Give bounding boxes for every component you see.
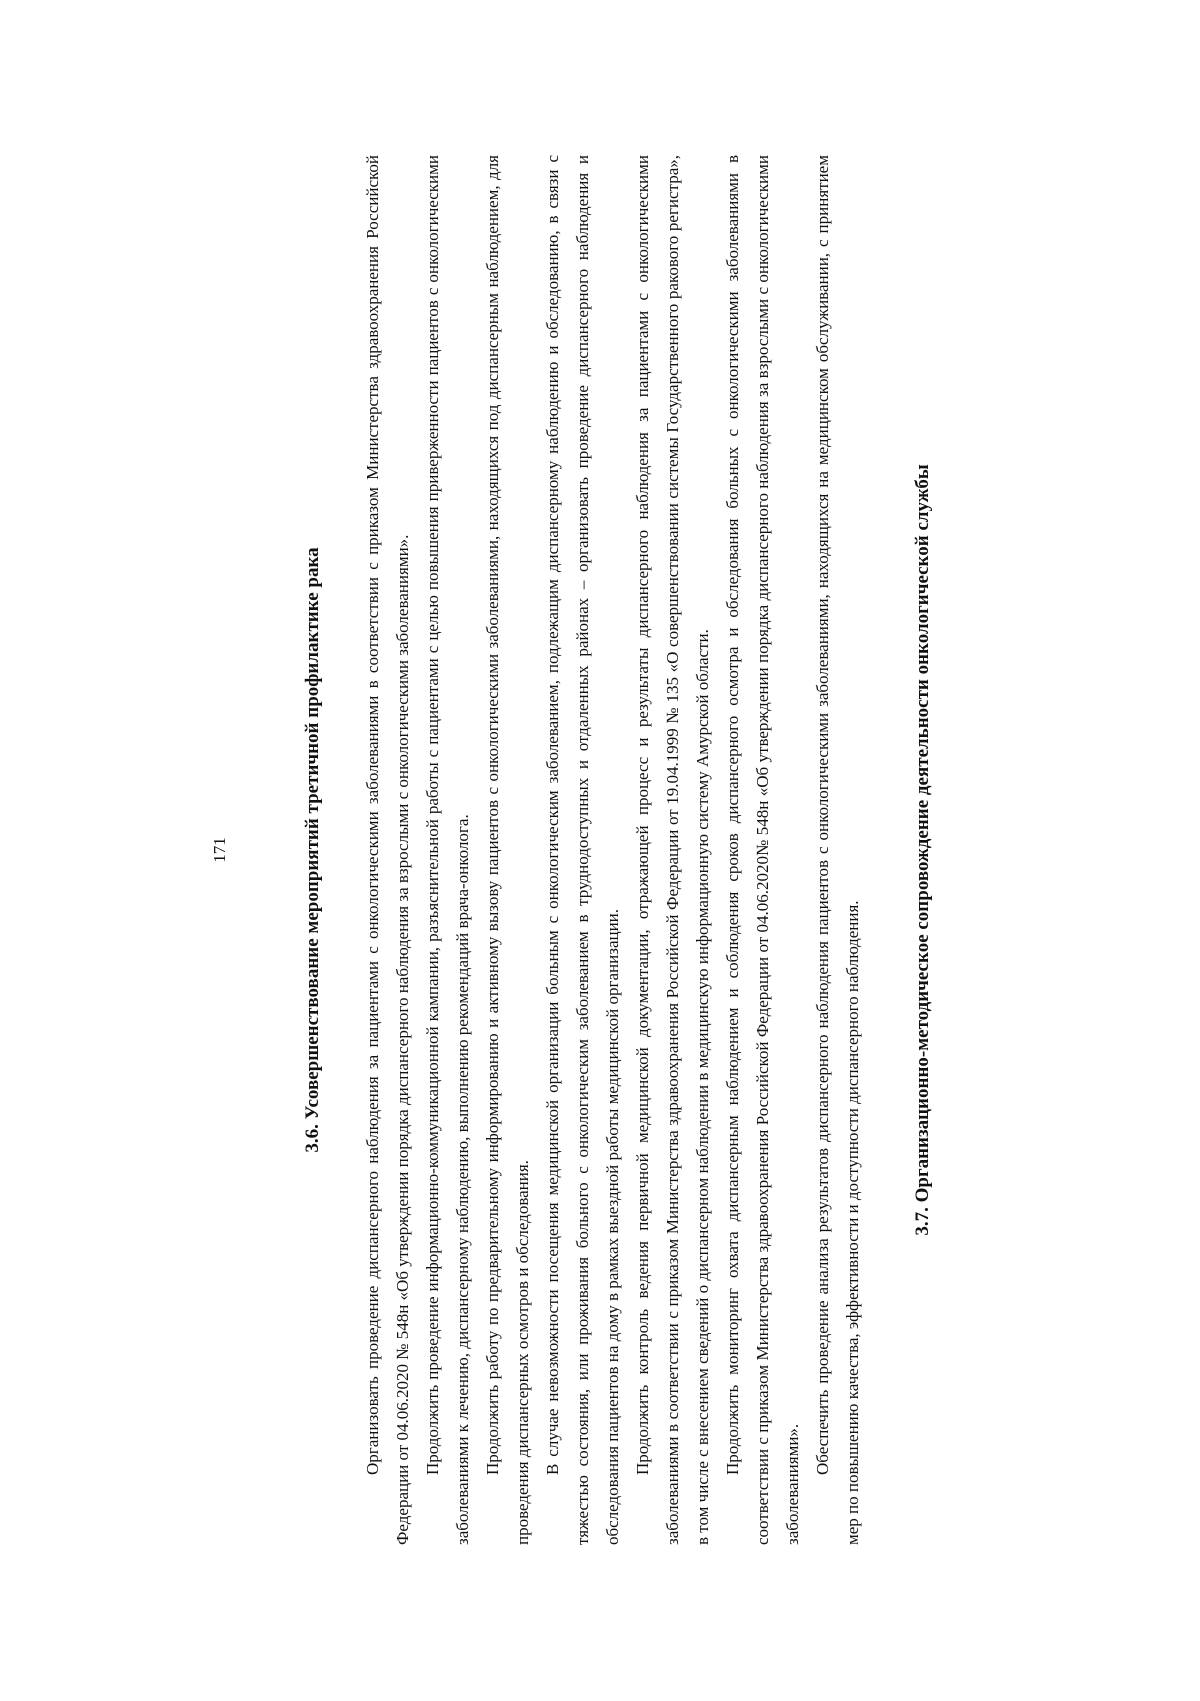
- section-3-6-title: 3.6. Усовершенствование мероприятий третичной профилактике рака: [302, 547, 323, 1153]
- section-3-7-title: 3.7. Организационно-методическое сопровождение деятельности онкологической службы: [912, 464, 933, 1236]
- rotated-document-page: [210, 155, 990, 1545]
- paragraph-information-campaign: Продолжить проведение информационно-коммуникационной кампании, разъяснительной работы с пациентами с целью повышения приверженности пациентов с онкологическими заболеваниями к лечению, диспансерному наблюдению, выполнению рекомендаций врача-онколога.: [423, 155, 472, 1545]
- paragraph-documentation-control: Продолжить контроль ведения первичной медицинской документации, отражающей процесс и результаты диспансерного наблюдения за пациентами с онкологическими заболеваниями в соответствии с приказом Министерства здравоохранения Российской Федерации от 19.04.1999 № 135 «О совершенствовании системы Государственного ракового регистра», в том числе с внесением сведений о диспансерном наблюдении в медицинскую информационную систему Амурской области.: [633, 155, 712, 1545]
- paragraph-dispensary-observation: Организовать проведение диспансерного наблюдения за пациентами с онкологическими заболеваниями в соответствии с приказом Министерства здравоохранения Российской Федерации от 04.06.2020 № 548н «Об утверждении порядка диспансерного наблюдения за взрослыми с онкологическими заболеваниями».: [363, 155, 412, 1545]
- paragraph-results-analysis: Обеспечить проведение анализа результатов диспансерного наблюдения пациентов с онкологическими заболеваниями, находящихся на медицинском обслуживании, с принятием мер по повышению качества, эффективности и доступности диспансерного наблюдения.: [813, 155, 862, 1545]
- page-number: 171: [210, 837, 229, 863]
- paragraph-coverage-monitoring: Продолжить мониторинг охвата диспансерным наблюдением и соблюдения сроков диспансерного осмотра и обследования больных с онкологическими заболеваниями в соответствии с приказом Министерства здравоохранения Российской Федерации от 04.06.2020№ 548н «Об утверждении порядка диспансерного наблюдения за взрослыми с онкологическими заболеваниями».: [723, 155, 802, 1545]
- paragraph-home-visits: В случае невозможности посещения медицинской организации больным с онкологическим заболеванием, подлежащим диспансерному наблюдению и обследованию, в связи с тяжестью состояния, или проживания больного с онкологическим заболеванием в труднодоступных и отдаленных районах – организовать проведение диспансерного наблюдения и обследования пациентов на дому в рамках выездной работы медицинской организации.: [543, 155, 622, 1545]
- paragraph-active-call: Продолжить работу по предварительному информированию и активному вызову пациентов с онкологическими заболеваниями, находящихся под диспансерным наблюдением, для проведения диспансерных осмотров и обследования.: [483, 155, 532, 1545]
